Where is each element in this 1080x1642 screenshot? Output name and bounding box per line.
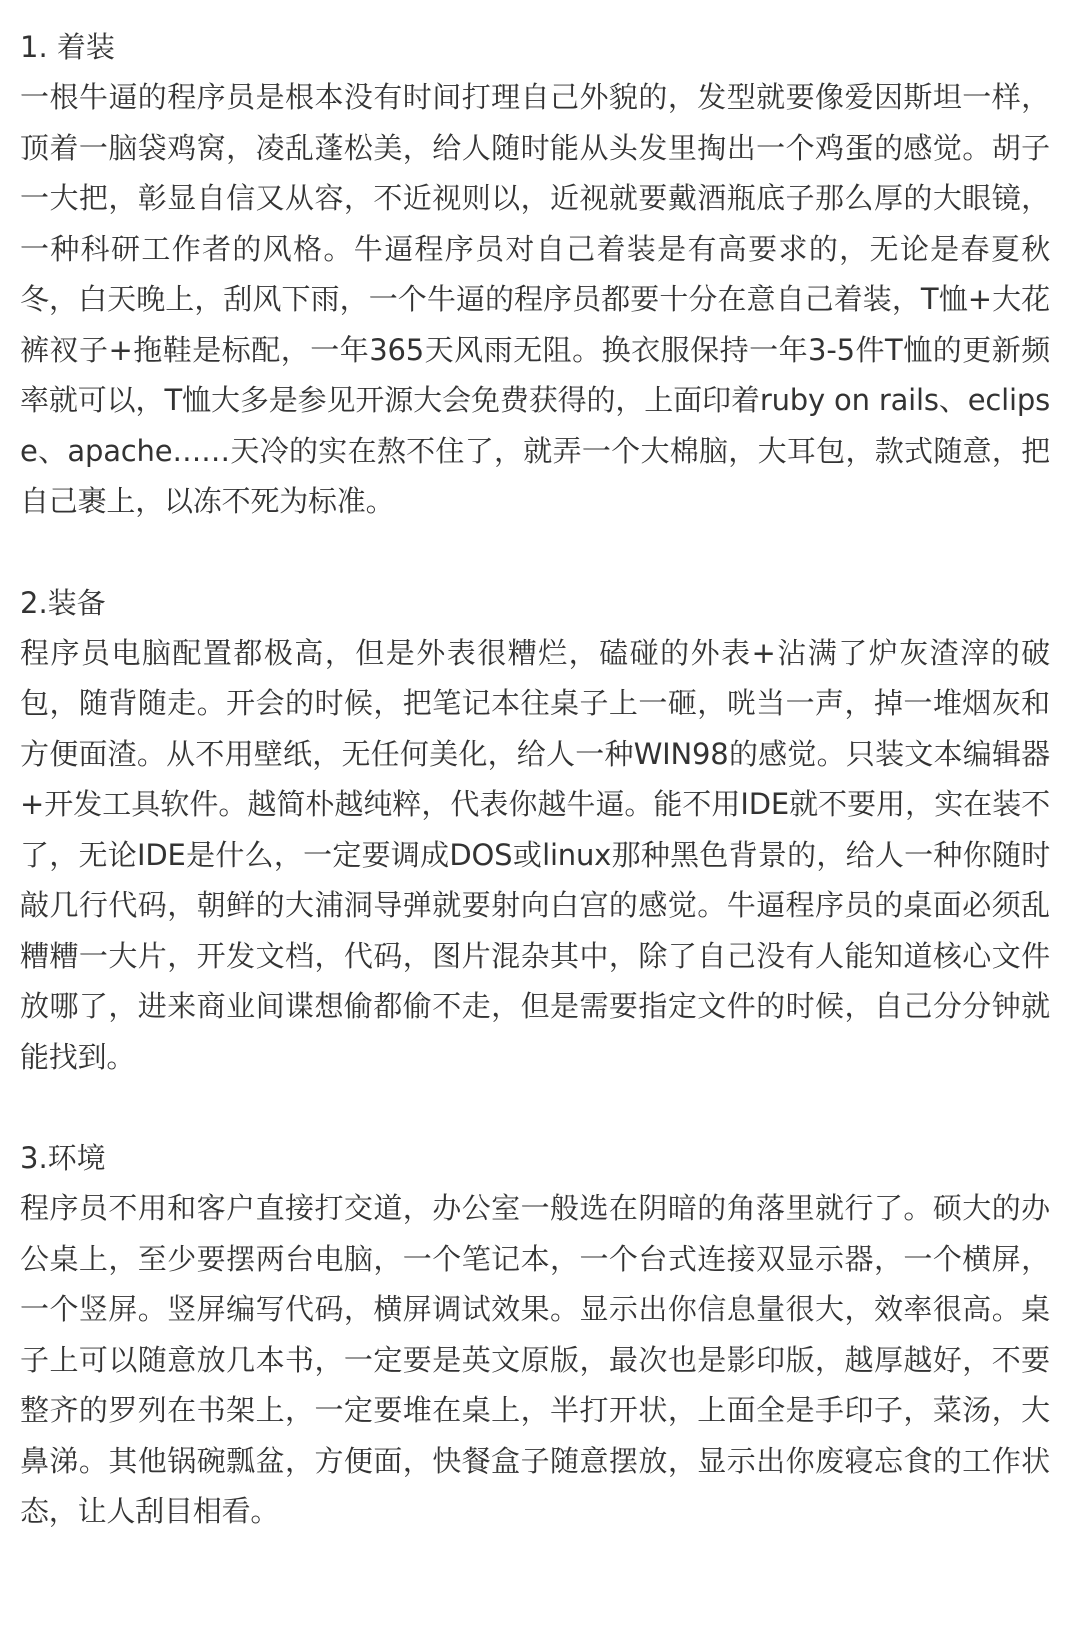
section-equipment — [20, 578, 1050, 1083]
section-paragraph: 程序员不用和客户直接打交道，办公室一般选在阴暗的角落里就行了。硕大的办公桌上，至少要摆两台电脑，一个笔记本，一个台式连接双显示器，一个横屏，一个竖屏。竖屏编写代码，横屏调试效果。显示出你信息量很大，效率很高。桌子上可以随意放几本书，一定要是英文原版，最次也是影印版，越厚越好，不要整齐的罗列在书架上，一定要堆在桌上，半打开状，上面全是手印子，菜汤，大鼻涕。其他锅碗瓢盆，方便面，快餐盒子随意摆放，显示出你废寝忘食的工作状态，让人刮目相看。 — [20, 1191, 1050, 1528]
section-heading: 1. 着装 — [20, 30, 115, 64]
section-heading: 3.环境 — [20, 1141, 106, 1175]
section-heading: 2.装备 — [20, 585, 106, 620]
section-paragraph: 一根牛逼的程序员是根本没有时间打理自己外貌的，发型就要像爱因斯坦一样，顶着一脑袋鸡窝，凌乱蓬松美，给人随时能从头发里掏出一个鸡蛋的感觉。胡子一大把，彰显自信又从容，不近视则以，近视就要戴酒瓶底子那么厚的大眼镜，一种科研工作者的风格。牛逼程序员对自己着装是有高要求的，无论是春夏秋冬，白天晚上，刮风下雨，一个牛逼的程序员都要十分在意自己着装，T恤+大花裤衩子+拖鞋是标配，一年365天风雨无阻。换衣服保持一年3-5件T恤的更新频率就可以，T恤大多是参见开源大会免费获得的，上面印着ruby on rails、eclipse、apache……天冷的实在熬不住了，就弄一个大棉脑，大耳包，款式随意，把自己裹上，以冻不死为标准。 — [20, 80, 1050, 518]
section-environment — [20, 1133, 1050, 1537]
section-paragraph: 程序员电脑配置都极高，但是外表很糟烂，磕碰的外表+沾满了炉灰渣滓的破包，随背随走。开会的时候，把笔记本往桌子上一砸，咣当一声，掉一堆烟灰和方便面渣。从不用壁纸，无任何美化，给人一种WIN98的感觉。只装文本编辑器+开发工具软件。越简朴越纯粹，代表你越牛逼。能不用IDE就不要用，实在装不了，无论IDE是什么，一定要调成DOS或linux那种黑色背景的，给人一种你随时敲几行代码，朝鲜的大浦洞导弹就要射向白宫的感觉。牛逼程序员的桌面必须乱糟糟一大片，开发文档，代码，图片混杂其中，除了自己没有人能知道核心文件放哪了，进来商业间谍想偷都偷不走，但是需要指定文件的时候，自己分分钟就能找到。 — [20, 635, 1050, 1074]
section-attire — [20, 22, 1050, 527]
